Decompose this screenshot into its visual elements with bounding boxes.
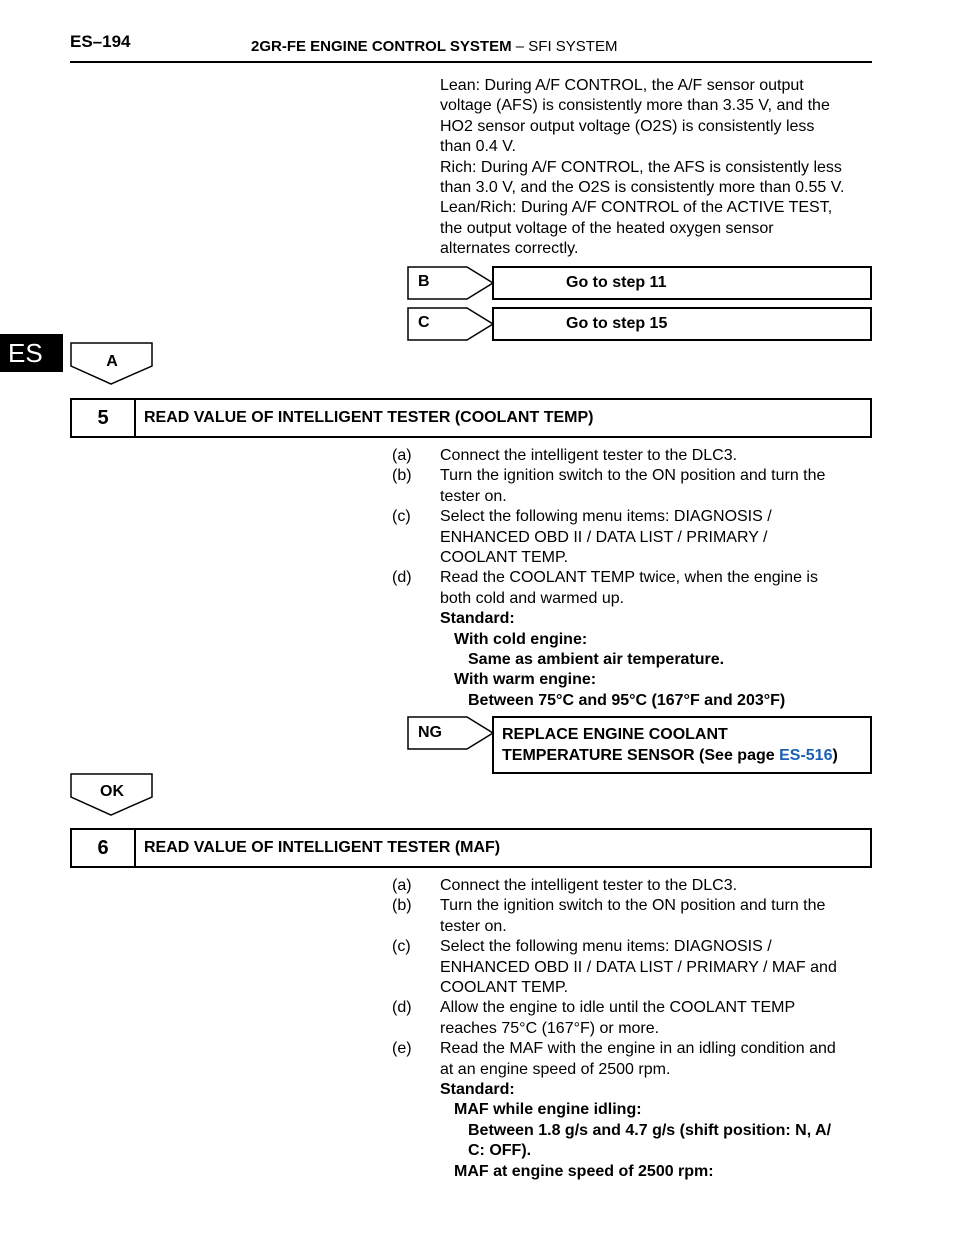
instruction-line: reaches 75°C (167°F) or more.: [440, 1019, 660, 1037]
instruction-label: (e): [392, 1040, 412, 1058]
intro-line: the output voltage of the heated oxygen sensor: [440, 219, 774, 237]
subsystem-name: SFI SYSTEM: [528, 38, 618, 55]
go-to-step-15-box[interactable]: Go to step 15: [492, 307, 872, 341]
instruction-line: Turn the ignition switch to the ON position and turn the: [440, 467, 826, 485]
instruction-item: [392, 507, 825, 568]
step-5-val-cold: Same as ambient air temperature.: [468, 651, 725, 669]
step-6-standard-label: Standard:: [440, 1081, 515, 1099]
instruction-item: [392, 446, 825, 466]
instruction-line: Connect the intelligent tester to the DLC3.: [440, 447, 738, 464]
step-6-title: READ VALUE OF INTELLIGENT TESTER (MAF): [144, 839, 501, 856]
system-name: 2GR-FE ENGINE CONTROL SYSTEM: [251, 38, 512, 55]
side-tab: ES: [0, 334, 63, 372]
replace-line-2: [502, 745, 870, 766]
step-5-cond-warm: With warm engine:: [454, 671, 597, 689]
intro-line: than 0.4 V.: [440, 138, 516, 156]
step-6-val-idle-2: C: OFF).: [468, 1142, 532, 1160]
intro-paragraph: [440, 76, 844, 260]
instruction-line: tester on.: [440, 917, 507, 935]
instruction-line: Connect the intelligent tester to the DLC3.: [440, 877, 738, 894]
page-link-es-516[interactable]: ES-516: [779, 747, 833, 764]
instruction-label: (d): [392, 569, 412, 587]
step-6-body: [392, 876, 837, 1182]
step-5-header: [70, 398, 872, 438]
step-5-body: [392, 446, 825, 711]
instruction-label: (d): [392, 999, 412, 1017]
step-5-title: READ VALUE OF INTELLIGENT TESTER (COOLANT TEMP): [144, 409, 594, 426]
instruction-item: [392, 1039, 837, 1080]
instruction-label: (a): [392, 447, 412, 464]
instruction-line: Select the following menu items: DIAGNOSIS /: [440, 508, 772, 526]
result-label-b: B: [418, 273, 430, 290]
step-6-cond-idle: MAF while engine idling:: [454, 1101, 642, 1119]
instruction-label: (b): [392, 467, 412, 485]
instruction-line: Allow the engine to idle until the COOLANT TEMP: [440, 999, 796, 1017]
instruction-line: at an engine speed of 2500 rpm.: [440, 1060, 671, 1078]
header-title: [251, 38, 617, 55]
step-6-number: 6: [72, 830, 136, 866]
instruction-item: [392, 466, 825, 507]
instruction-line: COOLANT TEMP.: [440, 549, 569, 567]
instruction-line: COOLANT TEMP.: [440, 979, 569, 997]
replace-sensor-box[interactable]: [492, 716, 872, 774]
instruction-label: (a): [392, 877, 412, 894]
instruction-line: ENHANCED OBD II / DATA LIST / PRIMARY /: [440, 528, 768, 546]
instruction-label: (b): [392, 897, 412, 915]
step-5-cond-cold: With cold engine:: [454, 630, 588, 648]
intro-line: Rich: During A/F CONTROL, the AFS is consistently less: [440, 158, 842, 176]
step-6-items: [392, 876, 837, 1080]
instruction-item: [392, 998, 837, 1039]
replace-line-2-close: ): [832, 747, 838, 764]
instruction-line: tester on.: [440, 487, 507, 505]
instruction-line: both cold and warmed up.: [440, 589, 625, 607]
step-5-standard-label: Standard:: [440, 610, 515, 628]
step-5-items: [392, 446, 825, 609]
intro-line: voltage (AFS) is consistently more than 3.35 V, and the: [440, 97, 830, 115]
step-6-cond-2500: MAF at engine speed of 2500 rpm:: [454, 1162, 714, 1180]
instruction-line: ENHANCED OBD II / DATA LIST / PRIMARY / MAF and: [440, 958, 837, 976]
intro-line: Lean: During A/F CONTROL, the A/F sensor output: [440, 77, 804, 94]
result-label-c: C: [418, 314, 430, 331]
instruction-item: [392, 876, 837, 896]
result-label-a: A: [106, 353, 118, 370]
replace-line-2-text: TEMPERATURE SENSOR (See page: [502, 747, 780, 764]
instruction-line: Read the MAF with the engine in an idling condition and: [440, 1040, 836, 1058]
intro-line: Lean/Rich: During A/F CONTROL of the ACTIVE TEST,: [440, 199, 833, 217]
result-label-ng: NG: [418, 724, 442, 741]
instruction-line: Read the COOLANT TEMP twice, when the engine is: [440, 569, 818, 587]
step-5-val-warm: Between 75°C and 95°C (167°F and 203°F): [468, 691, 786, 709]
step-5-number: 5: [72, 400, 136, 436]
header-separator: –: [511, 38, 529, 55]
instruction-line: Turn the ignition switch to the ON position and turn the: [440, 897, 826, 915]
instruction-item: [392, 568, 825, 609]
intro-line: than 3.0 V, and the O2S is consistently more than 0.55 V.: [440, 179, 845, 197]
header-rule: [70, 61, 872, 63]
page-number: ES–194: [70, 32, 131, 51]
result-label-ok: OK: [100, 783, 124, 800]
intro-line: alternates correctly.: [440, 240, 579, 258]
instruction-label: (c): [392, 938, 411, 956]
go-to-step-11-box[interactable]: Go to step 11: [492, 266, 872, 300]
instruction-item: [392, 937, 837, 998]
instruction-line: Select the following menu items: DIAGNOSIS /: [440, 938, 772, 956]
intro-line: HO2 sensor output voltage (O2S) is consistently less: [440, 117, 815, 135]
instruction-item: [392, 896, 837, 937]
step-6-header: [70, 828, 872, 868]
instruction-label: (c): [392, 508, 411, 526]
replace-line-1: REPLACE ENGINE COOLANT: [502, 726, 728, 743]
step-6-val-idle-1: Between 1.8 g/s and 4.7 g/s (shift position: N, A/: [468, 1121, 832, 1139]
